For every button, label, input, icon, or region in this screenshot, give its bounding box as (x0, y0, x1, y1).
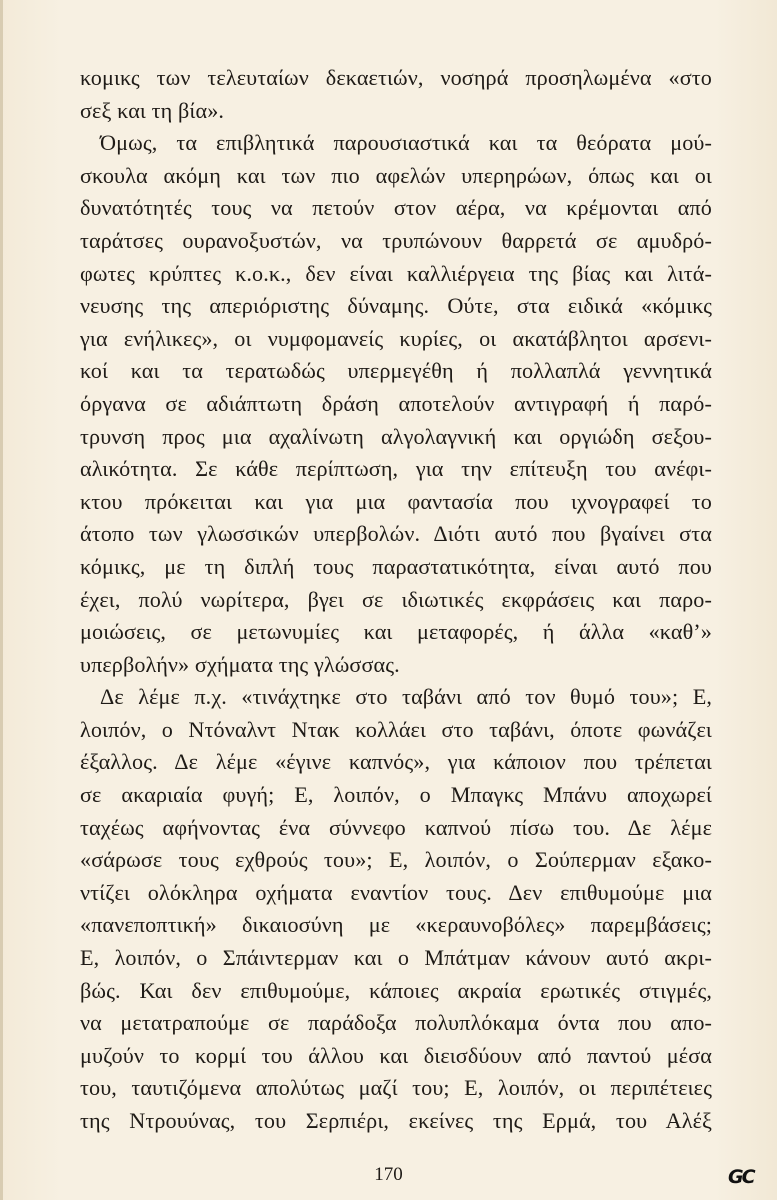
text-line: δυνατότητές τους να πετούν στον αέρα, να κρέμονται από (80, 195, 712, 221)
text-line: για ενήλικες», οι νυμφομανείς κυρίες, οι ακατάβλητοι αρσενι- (80, 325, 712, 351)
text-line: «πανεποπτική» δικαιοσύνη με «κεραυνοβόλες» παρεμβάσεις; (80, 912, 712, 938)
text-line: ντίζει ολόκληρα οχήματα εναντίον τους. Δεν επιθυμούμε μια (80, 879, 712, 905)
page-number: 170 (374, 1164, 403, 1185)
text-line: έξαλλος. Δε λέμε «έγινε καπνός», για κάποιον που τρέπεται (80, 749, 712, 775)
text-line: τρυνση προς μια αχαλίνωτη αλγολαγνική και οργιώδη σεξου- (80, 423, 712, 449)
scanner-logo: GC (728, 1166, 754, 1188)
text-line: υπερβολήν» σχήματα της γλώσσας. (80, 651, 400, 677)
text-line: σκουλα ακόμη και των πιο αφελών υπερηρώων, όπως και οι (80, 162, 712, 188)
page-edge-shadow (0, 0, 3, 1200)
text-line: άτοπο των γλωσσικών υπερβολών. Διότι αυτό που βγαίνει στα (80, 521, 712, 547)
text-line: μοιώσεις, σε μετωνυμίες και μεταφορές, ή άλλα «καθ’» (80, 619, 712, 645)
text-line: Ε, λοιπόν, ο Σπάιντερμαν και ο Μπάτμαν κάνουν αυτό ακρι- (80, 945, 712, 971)
text-line: κομικς των τελευταίων δεκαετιών, νοσηρά προσηλωμένα «στο (80, 65, 712, 90)
text-line: φωτες κρύπτες κ.ο.κ., δεν είναι καλλιέργεια της βίας και λιτά- (80, 260, 712, 286)
text-line: αλικότητα. Σε κάθε περίπτωση, για την επίτευξη του ανέφι- (80, 456, 712, 482)
text-line: ταχέως αφήνοντας ένα σύννεφο καπνού πίσω του. Δε λέμε (80, 814, 712, 840)
text-line: σεξ και τη βία». (80, 97, 225, 123)
text-line: να μετατραπούμε σε παράδοξα πολυπλόκαμα όντα που απο- (80, 1010, 712, 1036)
text-line: έχει, πολύ νωρίτερα, βγει σε ιδιωτικές εκφράσεις και παρο- (80, 586, 712, 612)
text-line: βώς. Και δεν επιθυμούμε, κάποιες ακραία ερωτικές στιγμές, (80, 977, 712, 1003)
text-line: κόμικς, με τη διπλή τους παραστατικότητα, είναι αυτό που (80, 553, 712, 579)
text-line: λοιπόν, ο Ντόναλντ Ντακ κολλάει στο ταβάνι, όποτε φωνάζει (80, 716, 712, 742)
text-line: μυζούν το κορμί του άλλου και διεισδύουν από παντού μέσα (80, 1042, 712, 1068)
text-line: κτου πρόκειται και για μια φαντασία που ιχνογραφεί το (80, 488, 712, 514)
text-line: της Ντρουύνας, του Σερπιέρι, εκείνες της Ερμά, του Αλέξ (80, 1108, 712, 1133)
text-line: κοί και τα τερατωδώς υπερμεγέθη ή πολλαπλά γεννητικά (80, 358, 712, 384)
body-text (80, 62, 712, 1138)
paragraph-start-line: Όμως, τα επιβλητικά παρουσιαστικά και τα θεόρατα μού- (100, 130, 712, 156)
text-line: ταράτσες ουρανοξυστών, να τρυπώνουν θαρρετά σε αμυδρό- (80, 227, 712, 253)
text-line: του, ταυτιζόμενα απολύτως μαζί του; Ε, λοιπόν, οι περιπέτειες (80, 1075, 712, 1101)
text-line: νευσης της απεριόριστης δύναμης. Ούτε, στα ειδικά «κόμικς (80, 293, 712, 319)
paragraph-start-line: Δε λέμε π.χ. «τινάχτηκε στο ταβάνι από τον θυμό του»; Ε, (100, 684, 712, 710)
text-line: «σάρωσε τους εχθρούς του»; Ε, λοιπόν, ο Σούπερμαν εξακο- (80, 847, 712, 873)
text-line: όργανα σε αδιάπτωτη δράση αποτελούν αντιγραφή ή παρό- (80, 390, 712, 416)
text-line: σε ακαριαία φυγή; Ε, λοιπόν, ο Μπαγκς Μπάνυ αποχωρεί (80, 782, 712, 808)
